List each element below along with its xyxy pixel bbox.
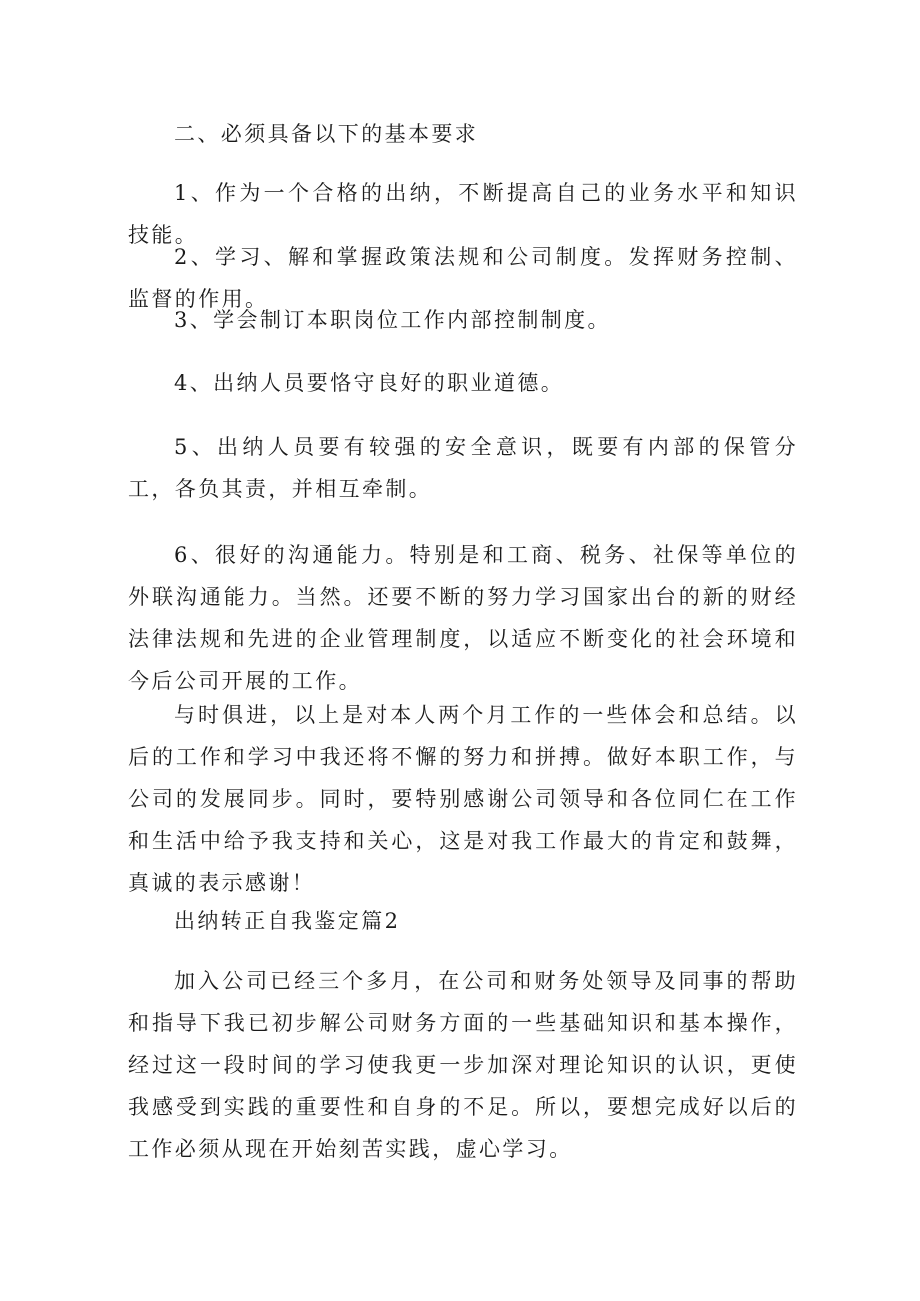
article-paragraph: 加入公司已经三个多月，在公司和财务处领导及同事的帮助和指导下我已初步解公司财务方面的一些基础知识和基本操作，经过这一段时间的学习使我更一步加深对理论知识的认识，更使我感受到实践的重要性和自身的不足。所以，要想完成好以后的工作必须从现在开始刻苦实践，虚心学习。 (128, 969, 798, 1161)
requirement-item-4: 4、出纳人员要恪守良好的职业道德。 (174, 371, 565, 395)
article-title: 出纳转正自我鉴定篇2 (174, 909, 401, 933)
requirement-item-1: 1、作为一个合格的出纳，不断提高自己的业务水平和知识技能。 (128, 181, 798, 247)
requirement-item-5: 5、出纳人员要有较强的安全意识，既要有内部的保管分工，各负其责，并相互牵制。 (128, 435, 798, 501)
requirement-item-6: 6、很好的沟通能力。特别是和工商、税务、社保等单位的外联沟通能力。当然。还要不断的努力学习国家出台的新的财经法律法规和先进的企业管理制度，以适应不断变化的社会环境和今后公司开展的工作。 (128, 543, 798, 693)
closing-paragraph: 与时俱进，以上是对本人两个月工作的一些体会和总结。以后的工作和学习中我还将不懈的努力和拼搏。做好本职工作，与公司的发展同步。同时，要特别感谢公司领导和各位同仁在工作和生活中给予我支持和关心，这是对我工作最大的肯定和鼓舞，真诚的表示感谢！ (128, 703, 798, 895)
requirement-item-2: 2、学习、解和掌握政策法规和公司制度。发挥财务控制、监督的作用。 (128, 245, 798, 311)
requirement-item-3: 3、学会制订本职岗位工作内部控制制度。 (174, 308, 611, 332)
section-heading: 二、必须具备以下的基本要求 (174, 122, 479, 146)
